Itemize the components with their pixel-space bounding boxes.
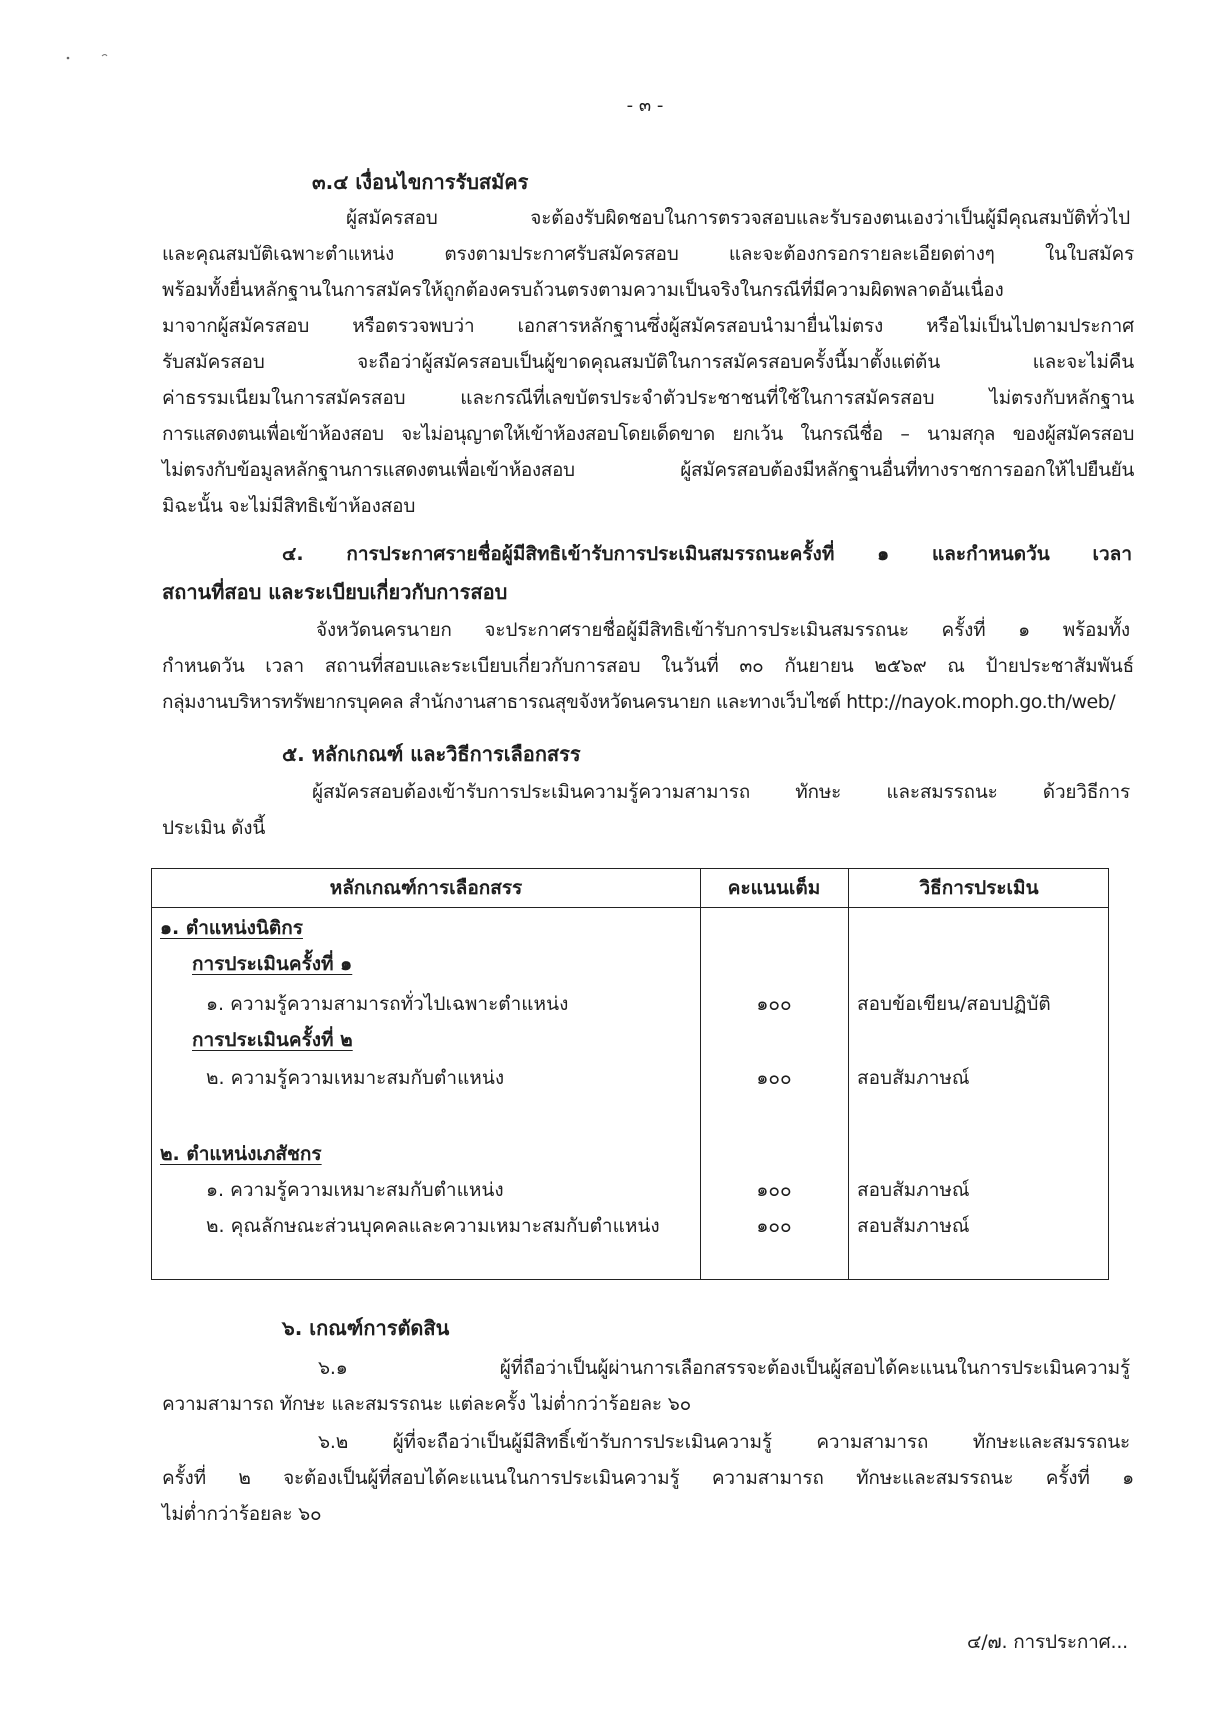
- section-6-heading: ๖. เกณฑ์การตัดสิน: [282, 1316, 450, 1340]
- section-5-line-1: ผู้สมัครสอบต้องเข้ารับการประเมินความรู้ความสามารถ ทักษะ และสมรรถนะ ด้วยวิธีการ: [312, 781, 1130, 803]
- round-1-score: ๑๐๐: [756, 993, 792, 1015]
- header-method: วิธีการประเมิน: [919, 877, 1039, 899]
- section-6-1-line-1: ๖.๑ ผู้ที่ถือว่าเป็นผู้ผ่านการเลือกสรรจะต้องเป็นผู้สอบได้คะแนนในการประเมินความรู้: [318, 1357, 1130, 1379]
- round-1-method: สอบข้อเขียน/สอบปฏิบัติ: [857, 993, 1051, 1015]
- round-2-score: ๑๐๐: [756, 1067, 792, 1089]
- section-6-2-line-2: ครั้งที่ ๒ จะต้องเป็นผู้ที่สอบได้คะแนนในการประเมินความรู้ ความสามารถ ทักษะและสมรรถนะ ครั้งที่ ๑: [162, 1467, 1134, 1489]
- section-5-line-2: ประเมิน ดังนี้: [162, 817, 266, 839]
- section-3-4-line-3: พร้อมทั้งยื่นหลักฐานในการสมัครให้ถูกต้องครบถ้วนตรงตามความเป็นจริงในกรณีที่มีความผิดพลาดอันเนื่อง: [162, 279, 1004, 301]
- round-2-method: สอบสัมภาษณ์: [857, 1067, 970, 1089]
- round-2-heading: การประเมินครั้งที่ ๒: [192, 1029, 353, 1051]
- section-6-2-line-1: ๖.๒ ผู้ที่จะถือว่าเป็นผู้มีสิทธิ์เข้ารับการประเมินความรู้ ความสามารถ ทักษะและสมรรถนะ: [318, 1431, 1130, 1453]
- section-6-1-line-2: ความสามารถ ทักษะ และสมรรถนะ แต่ละครั้ง ไม่ต่ำกว่าร้อยละ ๖๐: [162, 1393, 692, 1415]
- section-3-4-line-6: ค่าธรรมเนียมในการสมัครสอบ และกรณีที่เลขบัตรประจำตัวประชาชนที่ใช้ในการสมัครสอบ ไม่ตรงกับหลักฐาน: [162, 387, 1134, 409]
- table-divider: [848, 869, 849, 1279]
- round-1-item: ๑. ความรู้ความสามารถทั่วไปเฉพาะตำแหน่ง: [206, 993, 569, 1015]
- section-3-4-line-9: มิฉะนั้น จะไม่มีสิทธิเข้าห้องสอบ: [162, 495, 416, 517]
- pharmacist-score-2: ๑๐๐: [756, 1215, 792, 1237]
- round-1-heading: การประเมินครั้งที่ ๑: [192, 953, 353, 975]
- section-3-4-line-7: การแสดงตนเพื่อเข้าห้องสอบ จะไม่อนุญาตให้เข้าห้องสอบโดยเด็ดขาด ยกเว้น ในกรณีชื่อ – นามสกุล ของผู้สมัครสอบ: [162, 423, 1134, 445]
- pharmacist-score-1: ๑๐๐: [756, 1179, 792, 1201]
- section-3-4-line-5: รับสมัครสอบ จะถือว่าผู้สมัครสอบเป็นผู้ขาดคุณสมบัติในการสมัครสอบครั้งนี้มาตั้งแต่ต้น และจะไม่คืน: [162, 351, 1134, 373]
- section-4-heading-line-2: สถานที่สอบ และระเบียบเกี่ยวกับการสอบ: [162, 580, 508, 604]
- section-3-4-line-8: ไม่ตรงกับข้อมูลหลักฐานการแสดงตนเพื่อเข้าห้องสอบ ผู้สมัครสอบต้องมีหลักฐานอื่นที่ทางราชการออกให้ไปยืนยัน: [162, 459, 1134, 481]
- pharmacist-method-1: สอบสัมภาษณ์: [857, 1179, 970, 1201]
- section-3-4-line-1: ผู้สมัครสอบ จะต้องรับผิดชอบในการตรวจสอบและรับรองตนเองว่าเป็นผู้มีคุณสมบัติทั่วไป: [346, 207, 1130, 229]
- selection-criteria-table: [151, 868, 1109, 1280]
- section-6-2-line-3: ไม่ต่ำกว่าร้อยละ ๖๐: [162, 1503, 322, 1525]
- section-4-line-2: กำหนดวัน เวลา สถานที่สอบและระเบียบเกี่ยวกับการสอบ ในวันที่ ๓๐ กันยายน ๒๕๖๙ ณ ป้ายประชาสัมพันธ์: [162, 655, 1134, 677]
- round-2-item: ๒. ความรู้ความเหมาะสมกับตำแหน่ง: [206, 1067, 505, 1089]
- section-4-line-1: จังหวัดนครนายก จะประกาศรายชื่อผู้มีสิทธิเข้ารับการประเมินสมรรถนะ ครั้งที่ ๑ พร้อมทั้ง: [316, 619, 1130, 641]
- scan-mark: [60, 50, 120, 70]
- section-5-heading: ๕. หลักเกณฑ์ และวิธีการเลือกสรร: [282, 742, 581, 766]
- pharmacist-item-2: ๒. คุณลักษณะส่วนบุคคลและความเหมาะสมกับตำแหน่ง: [206, 1215, 660, 1237]
- section-3-4-line-2: และคุณสมบัติเฉพาะตำแหน่ง ตรงตามประกาศรับสมัครสอบ และจะต้องกรอกรายละเอียดต่างๆ ในใบสมัคร: [162, 243, 1134, 265]
- table-header-divider: [152, 907, 1108, 908]
- page-number: - ๓ -: [626, 95, 664, 116]
- header-criteria: หลักเกณฑ์การเลือกสรร: [329, 877, 523, 899]
- section-3-4-heading: ๓.๔ เงื่อนไขการรับสมัคร: [312, 170, 529, 194]
- position-pharmacist: ๒. ตำแหน่งเภสัชกร: [160, 1143, 322, 1165]
- continuation-note: ๔/๗. การประกาศ...: [967, 1631, 1128, 1653]
- position-legal-officer: ๑. ตำแหน่งนิติกร: [160, 917, 303, 939]
- pharmacist-method-2: สอบสัมภาษณ์: [857, 1215, 970, 1237]
- section-4-heading-line-1: ๔. การประกาศรายชื่อผู้มีสิทธิเข้ารับการประเมินสมรรถนะครั้งที่ ๑ และกำหนดวัน เวลา: [282, 543, 1132, 565]
- pharmacist-item-1: ๑. ความรู้ความเหมาะสมกับตำแหน่ง: [206, 1179, 504, 1201]
- section-4-line-3: กลุ่มงานบริหารทรัพยากรบุคคล สำนักงานสาธารณสุขจังหวัดนครนายก และทางเว็บไซต์ http://nayok.moph.go.th/web/: [162, 691, 1116, 713]
- section-3-4-line-4: มาจากผู้สมัครสอบ หรือตรวจพบว่า เอกสารหลักฐานซึ่งผู้สมัครสอบนำมายื่นไม่ตรง หรือไม่เป็นไปตามประกาศ: [162, 315, 1134, 337]
- header-full-score: คะแนนเต็ม: [727, 877, 821, 899]
